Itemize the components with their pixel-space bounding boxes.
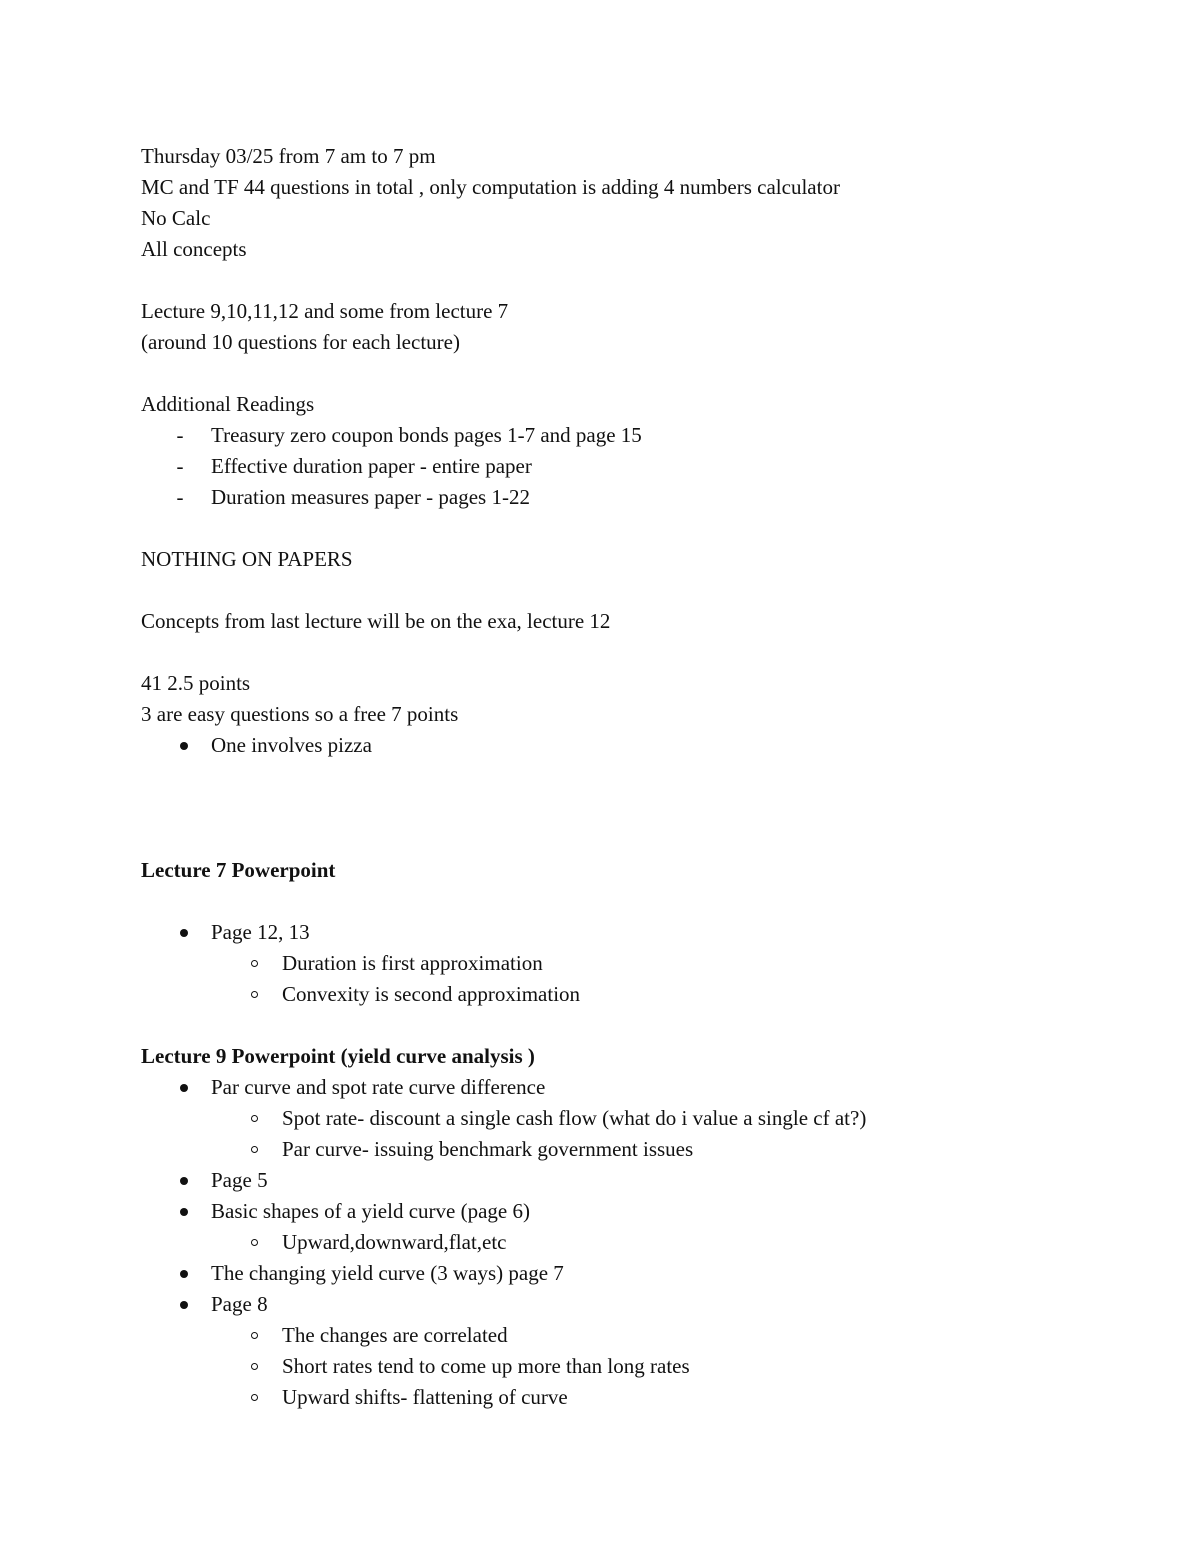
- bullet-item: Page 8: [211, 1292, 268, 1316]
- reading-item: Treasury zero coupon bonds pages 1-7 and page 15: [211, 423, 642, 447]
- points-line: 41 2.5 points: [141, 671, 251, 695]
- dash-marker: -: [176, 423, 184, 447]
- sub-bullet-item: Upward shifts- flattening of curve: [282, 1385, 568, 1409]
- bullet-circle-icon: [251, 960, 258, 967]
- bullet-dot-icon: [180, 742, 188, 750]
- bullet-item: The changing yield curve (3 ways) page 7: [211, 1261, 564, 1285]
- sub-bullet-item: Short rates tend to come up more than long rates: [282, 1354, 690, 1378]
- bullet-dot-icon: [180, 1270, 188, 1278]
- sub-bullet-item: Convexity is second approximation: [282, 982, 581, 1006]
- bullet-dot-icon: [180, 929, 188, 937]
- sub-bullet-item: Duration is first approximation: [282, 951, 543, 975]
- bullet-circle-icon: [251, 1394, 258, 1401]
- exam-format-line: MC and TF 44 questions in total , only computation is adding 4 numbers calculator: [141, 175, 840, 199]
- reading-item: Effective duration paper - entire paper: [211, 454, 532, 478]
- bullet-item: Basic shapes of a yield curve (page 6): [211, 1199, 530, 1223]
- bullet-item: Page 5: [211, 1168, 268, 1192]
- additional-readings-label: Additional Readings: [141, 392, 315, 416]
- bullet-dot-icon: [180, 1177, 188, 1185]
- last-lecture-line: Concepts from last lecture will be on the exa, lecture 12: [141, 609, 611, 633]
- lecture-7-heading: Lecture 7 Powerpoint: [141, 858, 336, 882]
- lecture-9-heading: Lecture 9 Powerpoint (yield curve analysis ): [141, 1044, 535, 1068]
- sub-bullet-item: Upward,downward,flat,etc: [282, 1230, 507, 1254]
- bullet-dot-icon: [180, 1084, 188, 1092]
- bullet-circle-icon: [251, 1146, 258, 1153]
- no-calc-line: No Calc: [141, 206, 211, 230]
- dash-marker: -: [176, 485, 184, 509]
- sub-bullet-item: Spot rate- discount a single cash flow (what do i value a single cf at?): [282, 1106, 867, 1130]
- dash-marker: -: [176, 454, 184, 478]
- lectures-line: Lecture 9,10,11,12 and some from lecture 7: [141, 299, 509, 323]
- all-concepts-line: All concepts: [141, 237, 247, 261]
- reading-item: Duration measures paper - pages 1-22: [211, 485, 530, 509]
- bullet-circle-icon: [251, 1239, 258, 1246]
- bullet-circle-icon: [251, 991, 258, 998]
- bullet-dot-icon: [180, 1301, 188, 1309]
- bullet-item: Page 12, 13: [211, 920, 310, 944]
- questions-per-lecture-line: (around 10 questions for each lecture): [141, 330, 460, 354]
- bullet-item: Par curve and spot rate curve difference: [211, 1075, 546, 1099]
- bullet-dot-icon: [180, 1208, 188, 1216]
- nothing-on-papers-line: NOTHING ON PAPERS: [141, 547, 353, 571]
- easy-questions-line: 3 are easy questions so a free 7 points: [141, 702, 459, 726]
- sub-bullet-item: Par curve- issuing benchmark government issues: [282, 1137, 694, 1161]
- exam-date-line: Thursday 03/25 from 7 am to 7 pm: [141, 144, 436, 168]
- sub-bullet-item: The changes are correlated: [282, 1323, 508, 1347]
- bullet-circle-icon: [251, 1115, 258, 1122]
- bullet-item: One involves pizza: [211, 733, 372, 757]
- bullet-circle-icon: [251, 1363, 258, 1370]
- bullet-circle-icon: [251, 1332, 258, 1339]
